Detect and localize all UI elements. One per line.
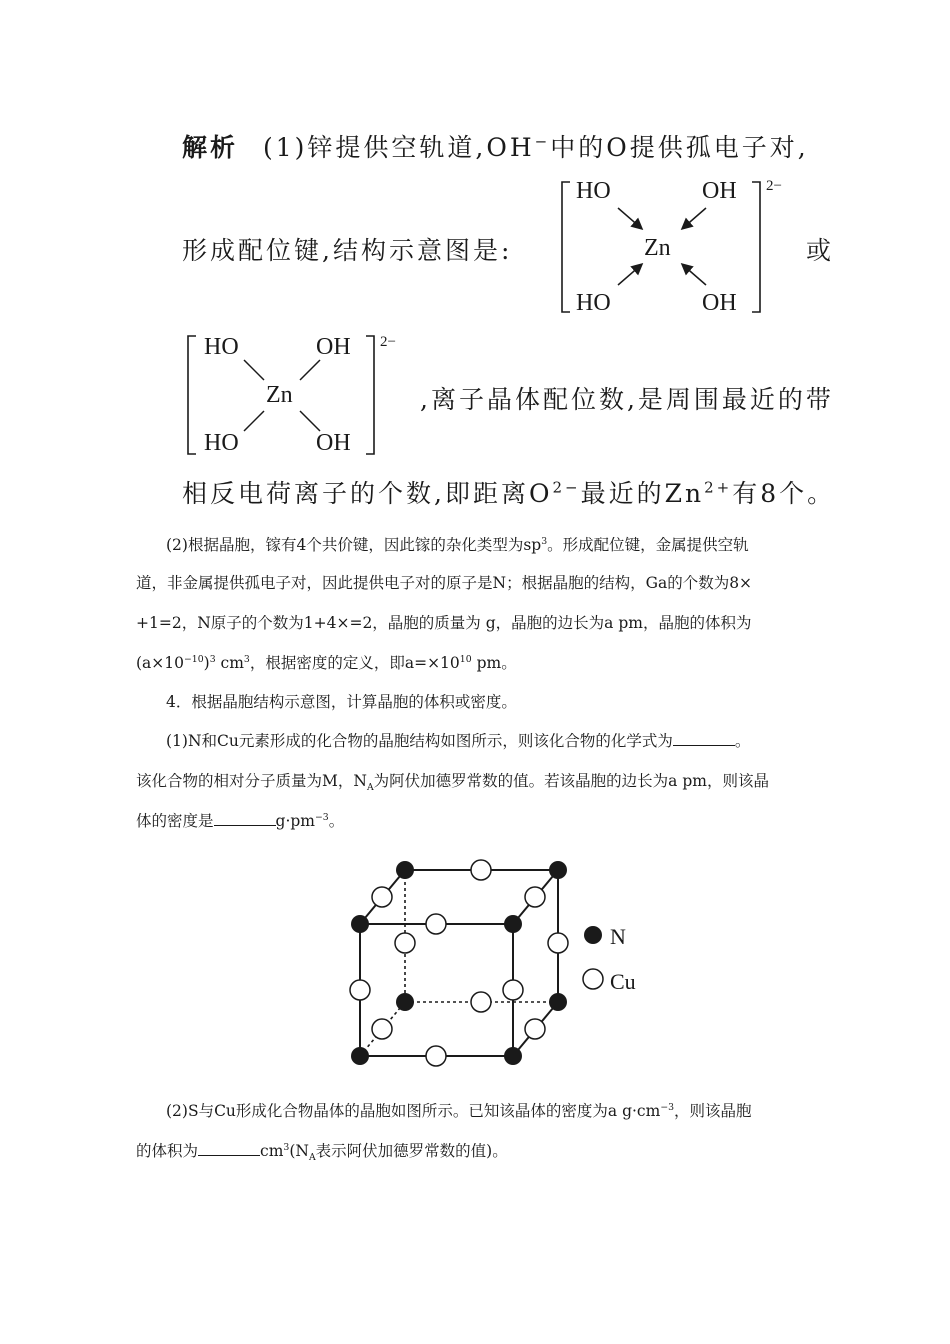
n-atom	[396, 993, 414, 1011]
analysis-line-2: 形成配位键,结构示意图是:	[182, 236, 513, 265]
analysis-line-1: 解析 (1)锌提供空轨道,OH−中的O提供孤电子对,	[182, 132, 809, 162]
bond-tl	[244, 360, 264, 380]
crystal-cell-diagram	[330, 840, 660, 1080]
charge-label: 2−	[766, 178, 782, 194]
arrow-tr	[683, 208, 706, 228]
arrow-bl	[618, 265, 641, 285]
n-atom	[351, 1047, 369, 1065]
n-atom	[396, 861, 414, 879]
answer-blank-formula[interactable]	[673, 744, 735, 746]
n-atom	[549, 993, 567, 1011]
ligand-bl: HO	[204, 430, 239, 456]
ligand-br: OH	[316, 430, 351, 456]
arrow-tl	[618, 208, 641, 228]
para2-line-2: 道，非金属提供孤电子对，因此提供电子对的原子是N；根据晶胞的结构，Ga的个数为8×	[136, 574, 753, 592]
ligand-tl: HO	[204, 334, 239, 360]
left-bracket	[562, 182, 570, 312]
ligand-br: OH	[702, 290, 737, 316]
legend-n-marker	[584, 926, 602, 944]
zn-oh4-arrow-structure	[556, 170, 796, 320]
n-atom	[549, 861, 567, 879]
n-atom	[504, 915, 522, 933]
para2-line-3: +1=2，N原子的个数为1+4×=2，晶胞的质量为 g，晶胞的边长为a pm，晶胞的体积为	[136, 614, 752, 632]
bond-br	[300, 411, 320, 431]
cu-atom	[471, 860, 491, 880]
zn-oh4-line-structure	[182, 328, 422, 460]
right-bracket	[752, 182, 760, 312]
bond-bl	[244, 411, 264, 431]
q4-p2-line-2: 的体积为 $cm^3(N_A$表示阿伏加德罗常数的值)。	[136, 1141, 508, 1164]
right-bracket	[366, 336, 374, 454]
charge-label: 2−	[380, 334, 396, 350]
cu-atom	[525, 1019, 545, 1039]
legend-cu-label: Cu	[610, 969, 636, 994]
n-atom	[351, 915, 369, 933]
q4-p2-line-1: (2)S与Cu形成化合物晶体的晶胞如图所示。已知该晶体的密度为a $g\cdot cm^{-3}$，则该晶胞	[166, 1101, 752, 1120]
q4-p1-line-3: 体的密度是 $g\cdot pm^{-3}$。	[136, 811, 345, 830]
cu-atom	[426, 914, 446, 934]
cu-atom	[471, 992, 491, 1012]
legend-n-label: N	[610, 924, 626, 949]
q4-p1-line-1: (1)N和Cu元素形成的化合物的晶胞结构如图所示，则该化合物的化学式为 。	[166, 732, 751, 750]
analysis-line-3: ,离子晶体配位数,是周围最近的带	[420, 385, 834, 414]
cu-atom	[372, 887, 392, 907]
cu-atom	[548, 933, 568, 953]
left-bracket	[188, 336, 196, 454]
cu-atom	[525, 887, 545, 907]
n-atom	[504, 1047, 522, 1065]
q4-p1-line-2: 该化合物的相对分子质量为M，$N_A$为阿伏加德罗常数的值。若该晶胞的边长为a pm，则该晶	[136, 772, 769, 794]
analysis-line-4: 相反电荷离子的个数,即距离$O^{2-}$最近的$Zn^{2+}$有8个。	[182, 478, 836, 508]
bond-tr	[300, 360, 320, 380]
cu-atom	[395, 933, 415, 953]
ligand-tr: OH	[702, 178, 737, 204]
cu-atom	[426, 1046, 446, 1066]
para2-line-4: $(a\times 10^{-10})^3$ $cm^3$，根据密度的定义，即$a=\times 10^{10}$ pm。	[136, 653, 517, 672]
zinc-center: Zn	[644, 235, 671, 261]
ligand-bl: HO	[576, 290, 611, 316]
cu-atom	[350, 980, 370, 1000]
ligand-tr: OH	[316, 334, 351, 360]
answer-blank-volume[interactable]	[198, 1154, 260, 1156]
legend-cu-marker	[583, 969, 603, 989]
arrow-br	[683, 265, 706, 285]
analysis-label: 解析	[182, 133, 239, 162]
q4-title: 4．根据晶胞结构示意图，计算晶胞的体积或密度。	[166, 693, 517, 711]
cu-atom	[372, 1019, 392, 1039]
answer-blank-density[interactable]	[214, 824, 276, 826]
ligand-tl: HO	[576, 178, 611, 204]
or-word: 或	[806, 236, 835, 265]
zinc-center: Zn	[266, 382, 293, 408]
para2-line-1: (2)根据晶胞，镓有4个共价键，因此镓的杂化类型为$sp^3$。形成配位键，金属提供空轨	[166, 535, 749, 554]
cu-atom	[503, 980, 523, 1000]
